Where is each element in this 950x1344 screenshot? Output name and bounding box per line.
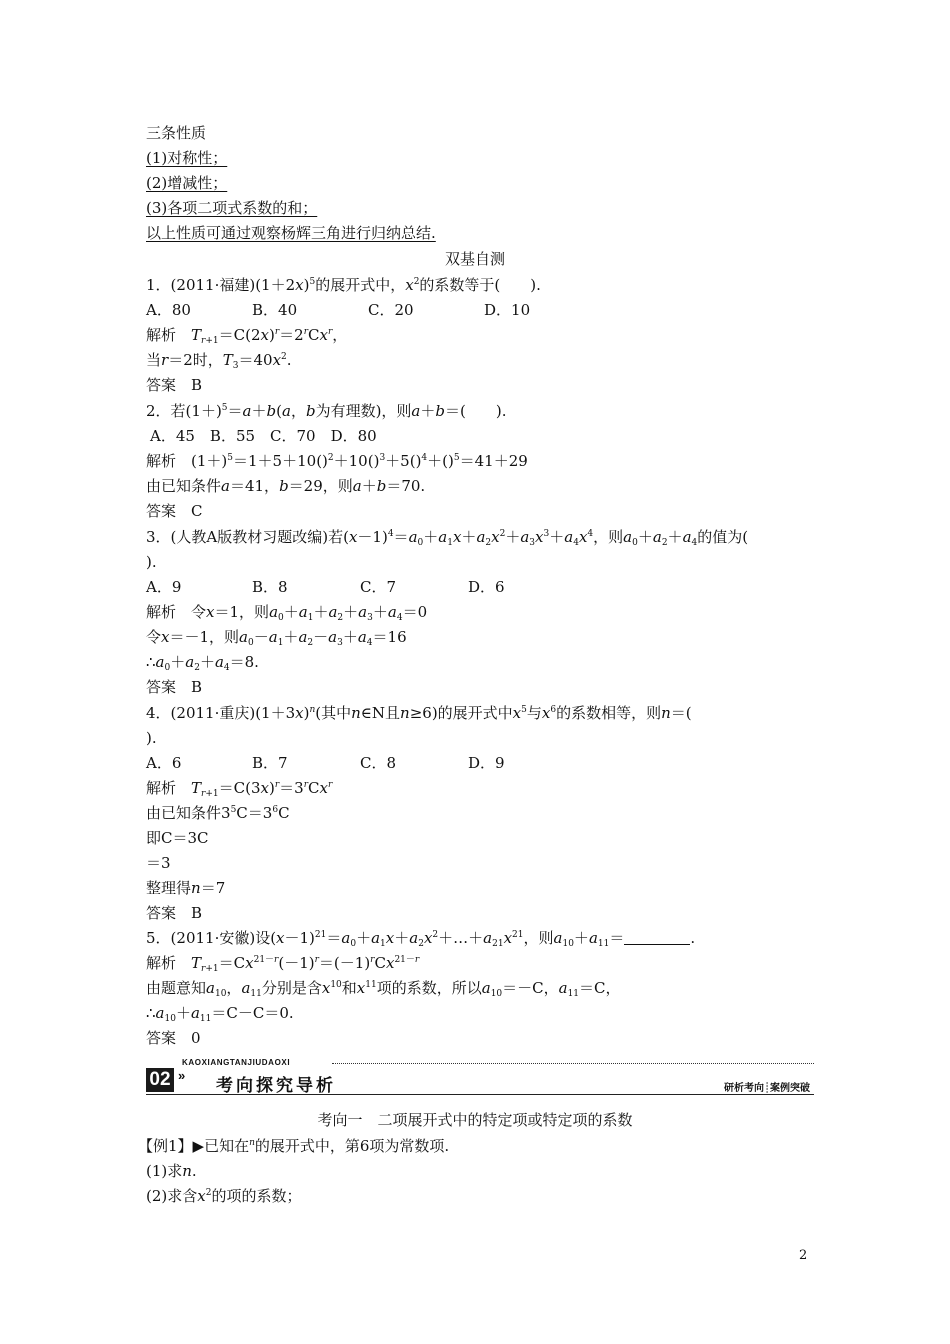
banner-subtitle: 研析考向┊案例突破 — [723, 1083, 810, 1094]
option-c: C．8 — [360, 754, 397, 772]
question-4-solution-4: ＝3 — [146, 854, 171, 872]
summary-item-2: (2)增减性； — [146, 174, 228, 192]
question-3-stem: 3．(人教A版教材习题改编)若$(x-1)^4=a_0+a_1x+a_2x^2+a_3x^3+a_4x^4$，则$a_0+a_2+a_4$的值为( — [146, 528, 749, 548]
option-b: B．7 — [252, 754, 288, 772]
banner-dotted-line — [332, 1063, 814, 1064]
question-3-solution: 解析 令x＝1，则$a_0+a_1+a_2+a_3+a_4=0$ — [146, 603, 428, 623]
question-3-solution-3: $\therefore a_0+a_2+a_4=8$. — [146, 653, 259, 673]
answer-blank[interactable] — [624, 932, 690, 945]
option-b: B．40 — [252, 301, 298, 319]
question-2-options: A．45 B．55 C．70 D．80 — [150, 427, 377, 445]
question-2-solution-2: 由已知条件a＝41，b＝29，则a＋b＝70. — [146, 477, 426, 495]
page-number: 2 — [799, 1248, 808, 1263]
example-1-part-1: (1)求n. — [146, 1162, 197, 1180]
question-2-stem: 2．若$(1+)^5=a+b(a$，b为有理数)，则a＋b＝( ). — [146, 402, 507, 420]
question-2-answer: 答案 C — [146, 502, 203, 520]
option-d: D．6 — [468, 578, 505, 596]
option-a: A．6 — [146, 754, 182, 772]
banner-number: 02 — [146, 1068, 174, 1092]
option-c: C．7 — [360, 578, 397, 596]
option-a: A．80 — [146, 301, 191, 319]
question-2-solution: 解析 $(1+)^5=1+5+10()^2+10()^3+5()^4+()^5=41+29$ — [146, 452, 528, 470]
option-b: B．8 — [252, 578, 288, 596]
banner-rule — [146, 1094, 814, 1095]
option-a: A．9 — [146, 578, 182, 596]
option-d: D．10 — [484, 301, 531, 319]
summary-item-3: (3)各项二项式系数的和； — [146, 199, 318, 217]
question-3-solution-2: 令x＝－1，则$a_0-a_1+a_2-a_3+a_4=16$ — [146, 628, 407, 648]
question-1-solution: 解析 $T_{r+1}=C(2x)^r=2^rCx^r$， — [146, 326, 348, 346]
question-1-answer: 答案 B — [146, 376, 203, 394]
question-3-answer: 答案 B — [146, 678, 203, 696]
question-1-solution-2: 当r＝2时，$T_3=40x^2$. — [146, 351, 292, 371]
summary-note: 以上性质可通过观察杨辉三角进行归纳总结. — [146, 224, 436, 242]
question-5-stem: 5．(2011·安徽)设$(x-1)^{21}=a_0+a_1x+a_2x^2+\dots+a_{21}x^{21}$，则$a_{10}+a_{11}=$ . — [146, 929, 696, 949]
question-4-stem: 4．(2011·重庆)$(1+3x)^n$(其中n∈N且n≥6)的展开式中$x^5$与$x^6$的系数相等，则n＝( — [146, 704, 692, 722]
direction-title: 考向一 二项展开式中的特定项或特定项的系数 — [317, 1111, 633, 1129]
question-3-stem-2: ). — [146, 553, 157, 571]
question-4-solution-3: 即C＝3C — [146, 829, 209, 847]
question-5-solution: 解析 $T_{r+1}=Cx^{21-r}(-1)^r=(-1)^rCx^{21-r}$ — [146, 954, 420, 974]
question-1-stem: 1．(2011·福建)$(1+2x)^5$的展开式中，$x^2$的系数等于( ). — [146, 276, 541, 294]
example-1-stem: 【例1】▶已知在$^n$的展开式中，第6项为常数项. — [138, 1137, 450, 1155]
question-4-options — [146, 754, 505, 772]
example-1-part-2: (2)求含$x^2$的项的系数； — [146, 1187, 302, 1205]
question-5-solution-3: $\therefore a_{10}+a_{11}=C-C=0$. — [146, 1004, 294, 1024]
option-c: C．20 — [368, 301, 414, 319]
question-4-stem-2: ). — [146, 729, 157, 747]
section-title: 双基自测 — [444, 250, 505, 268]
summary-item-1: (1)对称性； — [146, 149, 228, 167]
question-5-solution-2: 由题意知$a_{10}$，$a_{11}$分别是含$x^{10}$和$x^{11}$项的系数，所以$a_{10}=-C$，$a_{11}=C$， — [146, 979, 621, 999]
question-4-solution-5: 整理得n＝7 — [146, 879, 226, 897]
question-1-options — [146, 301, 531, 319]
section-banner — [146, 1058, 814, 1096]
double-chevron-icon: » — [178, 1068, 186, 1083]
banner-title: 考向探究导析 — [216, 1076, 336, 1096]
summary-heading: 三条性质 — [146, 124, 207, 142]
question-4-answer: 答案 B — [146, 904, 203, 922]
banner-pinyin: KAOXIANGTANJIUDAOXI — [182, 1058, 291, 1067]
question-5-answer: 答案 0 — [146, 1029, 201, 1047]
option-d: D．9 — [468, 754, 505, 772]
question-3-options — [146, 578, 505, 596]
question-4-solution-2: 由已知条件$3^5C=3^6C$ — [146, 804, 290, 822]
question-4-solution: 解析 $T_{r+1}=C(3x)^r=3^rCx^r$ — [146, 779, 333, 799]
